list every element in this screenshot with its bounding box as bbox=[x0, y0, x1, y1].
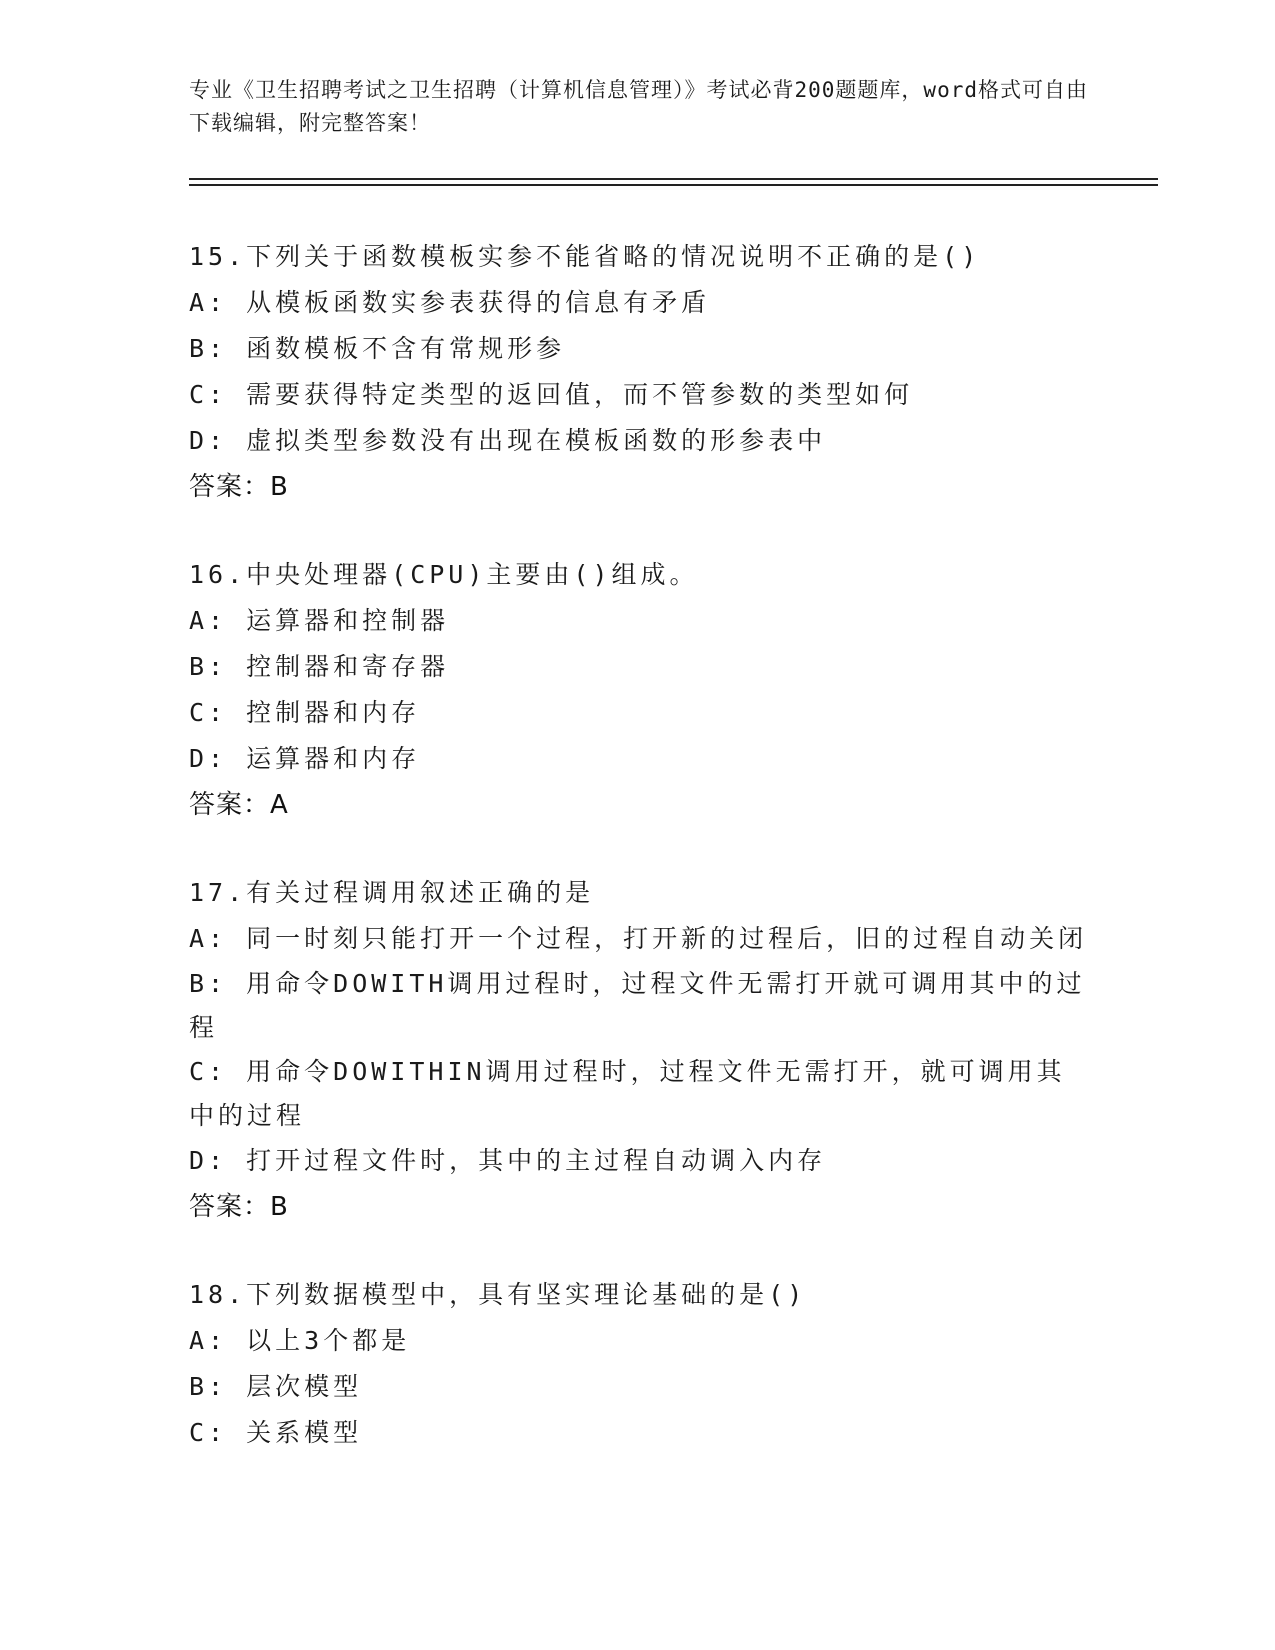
question-stem: 18.下列数据模型中，具有坚实理论基础的是() bbox=[189, 1280, 807, 1309]
question-stem: 17.有关过程调用叙述正确的是 bbox=[189, 878, 595, 907]
question-stem: 16.中央处理器(CPU)主要由()组成。 bbox=[189, 560, 699, 589]
header-divider-bottom bbox=[189, 184, 1158, 186]
question-stem: 15.下列关于函数模板实参不能省略的情况说明不正确的是() bbox=[189, 242, 981, 271]
question-18 bbox=[189, 1272, 1089, 1456]
question-17 bbox=[189, 870, 1089, 1230]
option-b: B: 用命令DOWITH调用过程时，过程文件无需打开就可调用其中的过程 bbox=[189, 969, 1086, 1042]
option-b: B: 控制器和寄存器 bbox=[189, 652, 450, 681]
option-c: C: 用命令DOWITHIN调用过程时，过程文件无需打开，就可调用其中的过程 bbox=[189, 1057, 1066, 1130]
option-d: D: 运算器和内存 bbox=[189, 744, 421, 773]
option-a: A: 同一时刻只能打开一个过程，打开新的过程后，旧的过程自动关闭 bbox=[189, 924, 1088, 953]
question-15 bbox=[189, 234, 1089, 510]
answer-label: 答案：B bbox=[189, 1192, 289, 1222]
option-c: C: 控制器和内存 bbox=[189, 698, 421, 727]
answer-label: 答案：B bbox=[189, 472, 289, 502]
header-divider-top bbox=[189, 178, 1158, 180]
question-16 bbox=[189, 552, 1089, 828]
option-a: A: 以上3个都是 bbox=[189, 1326, 411, 1355]
option-c: C: 需要获得特定类型的返回值，而不管参数的类型如何 bbox=[189, 380, 914, 409]
document-intro: 专业《卫生招聘考试之卫生招聘（计算机信息管理）》考试必背200题题库，word格式可自由下载编辑，附完整答案！ bbox=[189, 78, 1088, 135]
option-b: B: 层次模型 bbox=[189, 1372, 363, 1401]
option-d: D: 打开过程文件时，其中的主过程自动调入内存 bbox=[189, 1146, 827, 1175]
question-list bbox=[189, 234, 1089, 1498]
option-b: B: 函数模板不含有常规形参 bbox=[189, 334, 566, 363]
option-c: C: 关系模型 bbox=[189, 1418, 363, 1447]
option-d: D: 虚拟类型参数没有出现在模板函数的形参表中 bbox=[189, 426, 827, 455]
answer-label: 答案：A bbox=[189, 790, 289, 820]
option-a: A: 从模板函数实参表获得的信息有矛盾 bbox=[189, 288, 711, 317]
option-a: A: 运算器和控制器 bbox=[189, 606, 450, 635]
